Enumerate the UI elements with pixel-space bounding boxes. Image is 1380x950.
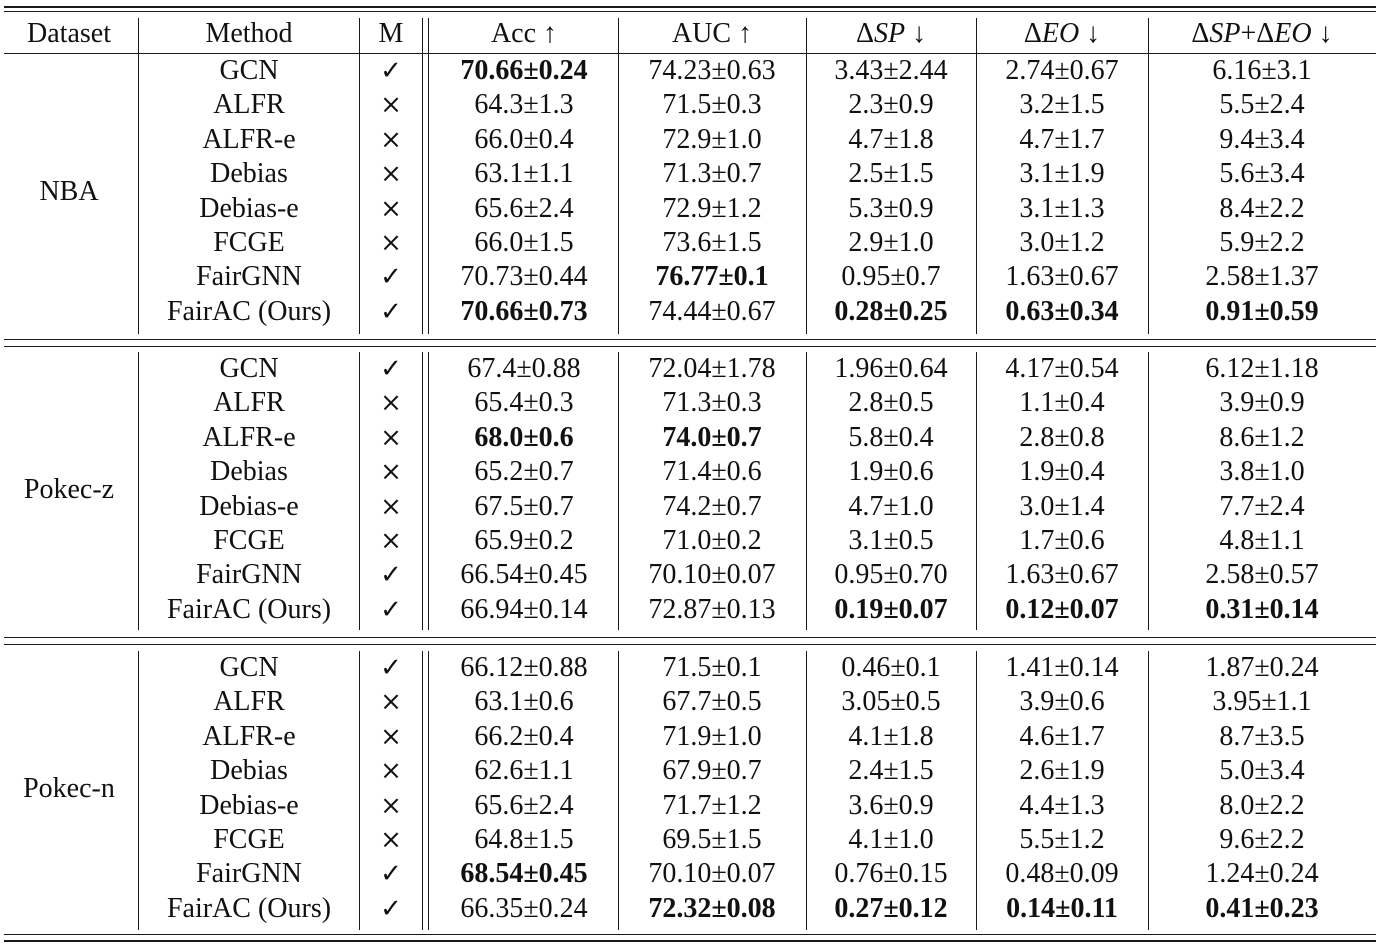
header-auc-label: AUC: [671, 18, 732, 49]
column-rule: [359, 18, 360, 54]
column-rule: [618, 18, 619, 54]
cell-method: FCGE: [213, 525, 285, 556]
cell-m: ×: [380, 388, 402, 419]
column-rule: [618, 352, 619, 630]
header-dsp-delta: Δ: [855, 18, 874, 49]
cell-deo: 1.1±0.4: [1019, 387, 1105, 419]
table-row: [0, 88, 1380, 122]
cell-method: ALFR-e: [202, 720, 296, 752]
cell-deo: 4.4±1.3: [1019, 789, 1105, 821]
header-auc-arrow: ↑: [738, 18, 753, 49]
dataset-label: NBA: [39, 175, 99, 207]
header-acc-label: Acc: [490, 18, 537, 49]
dataset-label: Pokec-n: [23, 772, 115, 804]
cell-dsp: 1.96±0.64: [834, 353, 948, 384]
cell-sum: 5.0±3.4: [1219, 755, 1305, 787]
cell-sum: 5.5±2.4: [1219, 89, 1305, 121]
cell-sum: 8.7±3.5: [1219, 720, 1305, 752]
cell-method: Debias: [210, 158, 288, 190]
cell-method: Debias-e: [199, 490, 299, 522]
column-rule: [428, 352, 429, 630]
cell-method: FairAC (Ours): [166, 295, 332, 327]
cell-acc: 63.1±0.6: [474, 686, 574, 718]
column-rule: [428, 54, 429, 334]
cell-sum: 4.8±1.1: [1219, 525, 1305, 556]
column-rule: [359, 54, 360, 334]
cell-sum: 3.9±0.9: [1219, 387, 1305, 419]
cell-dsp: 5.3±0.9: [848, 192, 934, 224]
column-rule: [138, 352, 139, 630]
table-row: [0, 295, 1380, 329]
cell-dsp: 0.76±0.15: [834, 858, 948, 890]
cell-acc: 65.4±0.3: [474, 387, 574, 419]
column-rule: [976, 651, 977, 930]
cell-method: FCGE: [213, 824, 285, 855]
cell-auc: 70.10±0.07: [648, 559, 776, 591]
cell-method: Debias: [210, 456, 288, 488]
table-row: [0, 857, 1380, 891]
cell-auc: 71.3±0.3: [662, 387, 762, 419]
cell-acc: 70.66±0.24: [460, 55, 588, 86]
header-method: Method: [205, 18, 293, 49]
cell-auc: 73.6±1.5: [662, 227, 762, 258]
cell-m: ✓: [380, 56, 402, 86]
column-rule: [976, 54, 977, 334]
cell-dsp: 4.7±1.0: [848, 490, 934, 522]
cell-method: ALFR: [213, 686, 285, 718]
cell-acc: 67.5±0.7: [474, 490, 574, 522]
cell-deo: 0.12±0.07: [1005, 593, 1119, 625]
header-acc: [430, 17, 618, 51]
cell-acc: 66.54±0.45: [460, 559, 588, 591]
cell-acc: 64.3±1.3: [474, 89, 574, 121]
header-deo-delta: Δ: [1023, 18, 1042, 49]
cell-method: GCN: [219, 353, 279, 384]
cell-dsp: 1.9±0.6: [848, 456, 934, 488]
header-row: [0, 17, 1380, 51]
cell-auc: 74.2±0.7: [662, 490, 762, 522]
cell-m: ✓: [380, 653, 402, 683]
cell-m: ✓: [380, 262, 402, 293]
cell-method: Debias: [210, 755, 288, 787]
column-rule: [806, 651, 807, 930]
header-sum-plus: +: [1240, 18, 1257, 49]
cell-deo: 1.7±0.6: [1019, 525, 1105, 556]
cell-acc: 63.1±1.1: [474, 158, 574, 190]
cell-dsp: 4.7±1.8: [848, 123, 934, 155]
cell-auc: 71.5±0.3: [662, 89, 762, 121]
cell-sum: 3.95±1.1: [1212, 686, 1312, 718]
cell-auc: 72.9±1.2: [662, 192, 762, 224]
cell-auc: 71.9±1.0: [662, 720, 762, 752]
cell-m: ×: [380, 687, 402, 718]
table-row: [0, 192, 1380, 226]
cell-auc: 76.77±0.1: [655, 261, 769, 293]
cell-deo: 2.8±0.8: [1019, 421, 1105, 453]
column-rule: [976, 18, 977, 54]
table-row: [0, 651, 1380, 685]
cell-sum: 5.6±3.4: [1219, 158, 1305, 190]
table-row: [0, 490, 1380, 524]
cell-m: ✓: [380, 560, 402, 591]
cell-deo: 4.6±1.7: [1019, 720, 1105, 752]
cell-sum: 0.31±0.14: [1205, 593, 1319, 625]
cell-auc: 72.9±1.0: [662, 123, 762, 155]
table-row: [0, 892, 1380, 926]
header-sum-delta2: Δ: [1256, 18, 1275, 49]
cell-sum: 6.12±1.18: [1205, 353, 1319, 384]
cell-acc: 67.4±0.88: [467, 353, 581, 384]
cell-deo: 1.63±0.67: [1005, 559, 1119, 591]
group-separator-2a: [4, 637, 1376, 638]
cell-deo: 3.0±1.4: [1019, 490, 1105, 522]
column-rule: [428, 651, 429, 930]
cell-m: ×: [380, 756, 402, 787]
cell-method: ALFR-e: [202, 421, 296, 453]
cell-acc: 66.2±0.4: [474, 720, 574, 752]
cell-auc: 71.7±1.2: [662, 789, 762, 821]
column-rule: [428, 18, 429, 54]
column-rule: [422, 352, 423, 630]
cell-auc: 70.10±0.07: [648, 858, 776, 890]
header-dataset: Dataset: [27, 18, 111, 49]
column-rule: [359, 352, 360, 630]
cell-acc: 65.6±2.4: [474, 192, 574, 224]
cell-deo: 1.41±0.14: [1005, 652, 1119, 683]
cell-m: ×: [380, 790, 402, 821]
cell-acc: 70.73±0.44: [460, 261, 588, 293]
cell-dsp: 3.1±0.5: [848, 525, 934, 556]
table-row: [0, 524, 1380, 558]
cell-dsp: 0.27±0.12: [834, 892, 948, 924]
cell-deo: 1.9±0.4: [1019, 456, 1105, 488]
cell-method: Debias-e: [199, 789, 299, 821]
table-row: [0, 593, 1380, 627]
column-rule: [422, 18, 423, 54]
header-dsp: [806, 17, 976, 51]
cell-acc: 65.2±0.7: [474, 456, 574, 488]
cell-dsp: 4.1±1.8: [848, 720, 934, 752]
cell-m: ✓: [380, 354, 402, 384]
cell-dsp: 2.3±0.9: [848, 89, 934, 121]
cell-sum: 5.9±2.2: [1219, 227, 1305, 258]
table-row: [0, 455, 1380, 489]
header-sum-arrow: ↓: [1318, 18, 1333, 49]
cell-dsp: 0.46±0.1: [841, 652, 941, 683]
cell-m: ×: [380, 228, 402, 258]
cell-deo: 3.1±1.3: [1019, 192, 1105, 224]
table-row: [0, 823, 1380, 857]
cell-auc: 67.7±0.5: [662, 686, 762, 718]
cell-dsp: 2.5±1.5: [848, 158, 934, 190]
cell-auc: 74.23±0.63: [648, 55, 776, 86]
cell-sum: 9.6±2.2: [1219, 824, 1305, 855]
dataset-label: Pokec-z: [23, 473, 115, 505]
table-row: [0, 352, 1380, 386]
cell-m: ×: [380, 124, 402, 155]
cell-dsp: 0.19±0.07: [834, 593, 948, 625]
column-rule: [1148, 54, 1149, 334]
cell-deo: 3.2±1.5: [1019, 89, 1105, 121]
header-auc: [618, 17, 806, 51]
cell-sum: 8.4±2.2: [1219, 192, 1305, 224]
cell-dsp: 0.95±0.7: [841, 261, 941, 293]
cell-sum: 2.58±1.37: [1205, 261, 1319, 293]
cell-auc: 74.44±0.67: [648, 295, 776, 327]
cell-dsp: 4.1±1.0: [848, 824, 934, 855]
header-dsp-arrow: ↓: [912, 18, 927, 49]
column-rule: [618, 54, 619, 334]
table-row: [0, 421, 1380, 455]
cell-m: ×: [380, 193, 402, 224]
cell-dsp: 3.05±0.5: [841, 686, 941, 718]
cell-auc: 71.3±0.7: [662, 158, 762, 190]
cell-m: ×: [380, 159, 402, 190]
cell-acc: 65.6±2.4: [474, 789, 574, 821]
cell-acc: 68.0±0.6: [474, 421, 574, 453]
cell-deo: 5.5±1.2: [1019, 824, 1105, 855]
header-dsp-var: SP: [873, 18, 906, 49]
header-sum-var1: SP: [1209, 18, 1241, 49]
column-rule: [806, 54, 807, 334]
column-rule: [359, 651, 360, 930]
cell-method: FairAC (Ours): [166, 892, 332, 924]
top-rule-inner: [4, 11, 1376, 12]
cell-acc: 66.12±0.88: [460, 652, 588, 683]
table-row: [0, 260, 1380, 294]
cell-sum: 3.8±1.0: [1219, 456, 1305, 488]
cell-deo: 3.1±1.9: [1019, 158, 1105, 190]
bottom-rule: [4, 940, 1376, 942]
cell-deo: 3.0±1.2: [1019, 227, 1105, 258]
header-deo: [976, 17, 1148, 51]
table-row: [0, 685, 1380, 719]
cell-method: ALFR: [213, 387, 285, 419]
table-row: [0, 720, 1380, 754]
cell-auc: 74.0±0.7: [662, 421, 762, 453]
bottom-rule-inner: [4, 934, 1376, 935]
cell-acc: 70.66±0.73: [460, 295, 588, 327]
cell-m: ×: [380, 491, 402, 522]
cell-deo: 3.9±0.6: [1019, 686, 1105, 718]
cell-dsp: 2.8±0.5: [848, 387, 934, 419]
table-row: [0, 123, 1380, 157]
cell-auc: 69.5±1.5: [662, 824, 762, 855]
header-acc-arrow: ↑: [543, 18, 558, 49]
cell-auc: 72.32±0.08: [648, 892, 776, 924]
cell-m: ✓: [380, 296, 402, 327]
cell-dsp: 3.6±0.9: [848, 789, 934, 821]
group-separator-2b: [4, 644, 1376, 645]
cell-sum: 8.0±2.2: [1219, 789, 1305, 821]
cell-dsp: 2.9±1.0: [848, 227, 934, 258]
cell-sum: 7.7±2.4: [1219, 490, 1305, 522]
cell-sum: 8.6±1.2: [1219, 421, 1305, 453]
group-separator-1a: [4, 339, 1376, 340]
column-rule: [1148, 18, 1149, 54]
cell-method: GCN: [219, 652, 279, 683]
column-rule: [806, 352, 807, 630]
cell-acc: 66.0±0.4: [474, 123, 574, 155]
cell-m: ✓: [380, 859, 402, 890]
column-rule: [976, 352, 977, 630]
header-deo-var: EO: [1041, 18, 1080, 49]
group-separator-1b: [4, 346, 1376, 347]
cell-acc: 64.8±1.5: [474, 824, 574, 855]
cell-auc: 71.5±0.1: [662, 652, 762, 683]
column-rule: [138, 54, 139, 334]
cell-acc: 66.0±1.5: [474, 227, 574, 258]
cell-auc: 67.9±0.7: [662, 755, 762, 787]
cell-sum: 2.58±0.57: [1205, 559, 1319, 591]
cell-deo: 2.6±1.9: [1019, 755, 1105, 787]
column-rule: [806, 18, 807, 54]
cell-method: FairGNN: [196, 261, 302, 293]
header-deo-arrow: ↓: [1086, 18, 1101, 49]
cell-dsp: 2.4±1.5: [848, 755, 934, 787]
cell-method: GCN: [219, 55, 279, 86]
column-rule: [138, 651, 139, 930]
cell-dsp: 5.8±0.4: [848, 421, 934, 453]
cell-deo: 0.63±0.34: [1005, 295, 1119, 327]
column-rule: [138, 18, 139, 54]
cell-deo: 1.63±0.67: [1005, 261, 1119, 293]
table-row: [0, 558, 1380, 592]
header-sum: [1148, 17, 1376, 51]
cell-method: FCGE: [213, 227, 285, 258]
cell-method: FairAC (Ours): [166, 593, 332, 625]
column-rule: [1148, 352, 1149, 630]
table-row: [0, 226, 1380, 260]
cell-dsp: 0.95±0.70: [834, 559, 948, 591]
cell-m: ×: [380, 825, 402, 855]
cell-auc: 72.87±0.13: [648, 593, 776, 625]
header-m: M: [378, 18, 404, 49]
cell-sum: 9.4±3.4: [1219, 123, 1305, 155]
cell-dsp: 0.28±0.25: [834, 295, 948, 327]
cell-deo: 4.17±0.54: [1005, 353, 1119, 384]
cell-acc: 66.94±0.14: [460, 593, 588, 625]
cell-sum: 0.91±0.59: [1205, 295, 1319, 327]
cell-acc: 66.35±0.24: [460, 892, 588, 924]
cell-auc: 71.0±0.2: [662, 525, 762, 556]
cell-method: Debias-e: [199, 192, 299, 224]
table-row: [0, 386, 1380, 420]
cell-auc: 71.4±0.6: [662, 456, 762, 488]
cell-m: ✓: [380, 893, 402, 924]
cell-m: ×: [380, 457, 402, 488]
cell-m: ×: [380, 721, 402, 752]
cell-m: ×: [380, 422, 402, 453]
cell-sum: 1.87±0.24: [1205, 652, 1319, 683]
cell-sum: 6.16±3.1: [1212, 55, 1312, 86]
top-rule: [4, 6, 1376, 8]
column-rule: [422, 54, 423, 334]
cell-sum: 0.41±0.23: [1205, 892, 1319, 924]
cell-acc: 62.6±1.1: [474, 755, 574, 787]
header-sum-var2: EO: [1274, 18, 1312, 49]
cell-method: ALFR-e: [202, 123, 296, 155]
cell-deo: 2.74±0.67: [1005, 55, 1119, 86]
table-row: [0, 54, 1380, 88]
column-rule: [618, 651, 619, 930]
cell-acc: 68.54±0.45: [460, 858, 588, 890]
cell-method: FairGNN: [196, 559, 302, 591]
cell-sum: 1.24±0.24: [1205, 858, 1319, 890]
table-row: [0, 789, 1380, 823]
cell-auc: 72.04±1.78: [648, 353, 776, 384]
cell-dsp: 3.43±2.44: [834, 55, 948, 86]
cell-deo: 0.14±0.11: [1006, 892, 1118, 924]
cell-deo: 4.7±1.7: [1019, 123, 1105, 155]
column-rule: [1148, 651, 1149, 930]
cell-m: ×: [380, 526, 402, 556]
cell-method: FairGNN: [196, 858, 302, 890]
table-row: [0, 157, 1380, 191]
cell-m: ×: [380, 90, 402, 121]
cell-m: ✓: [380, 594, 402, 625]
header-sum-delta1: Δ: [1191, 18, 1210, 49]
cell-deo: 0.48±0.09: [1005, 858, 1119, 890]
cell-method: ALFR: [213, 89, 285, 121]
table-row: [0, 754, 1380, 788]
column-rule: [422, 651, 423, 930]
cell-acc: 65.9±0.2: [474, 525, 574, 556]
